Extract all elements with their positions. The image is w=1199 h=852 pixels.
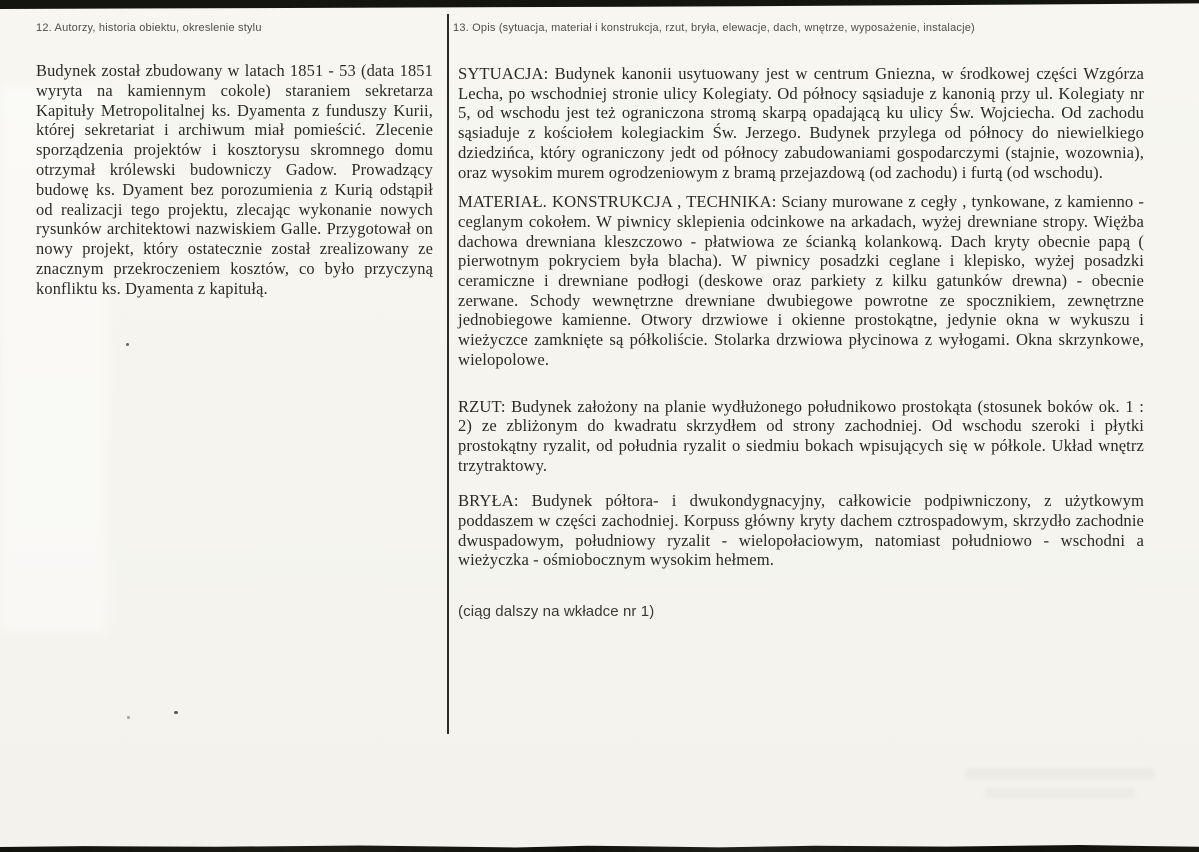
scan-edge-top [0,0,1199,9]
paragraph-sytuacja: SYTUACJA: Budynek kanonii usytuowany jest w centrum Gniezna, w środkowej części Wzgórza Lecha, po wschodniej stronie ulicy Kolegiaty. Od północy sąsiaduje z kanonią przy ul. Kolegiaty nr 5, od wschodu jest też ograniczona stromą skarpą opadającą ku ulicy Św. Wojciecha. Od zachodu sąsiaduje z kościołem kolegiackim Św. Jerzego. Budynek przylega od północy do niewielkiego dziedzińca, który ograniczony jedt od północy zabudowaniami gospodarczymi (stajnie, wozownia), oraz wysokim murem ogrodzeniowym z bramą przejazdową (od zachodu) i furtą (od wschodu). [458,64,1144,182]
continuation-note: (ciąg dalszy na wkładce nr 1) [458,603,655,621]
paragraph-material-konstrukcja: MATERIAŁ. KONSTRUKCJA , TECHNIKA: Sciany murowane z cegły , tynkowane, z kamienno - ceglanym cokołem. W piwnicy sklepienia odcinkowe na arkadach, wyżej drewniane stropy. Więżba dachowa drewniana kleszczowo - płatwiowa ze ścianką kolankową. Dach kryty obecnie papą ( pierwotnym pokryciem była blacha). W piwnicy posadzki ceglane i klepisko, wyżej posadzki ceramiczne i drewniane podłogi (deskowe oraz parkiety z kilku gatunków drewna) - obecnie zerwane. Schody wewnętrzne drewniane dwubiegowe powrotne ze spocznikiem, zewnętrzne jednobiegowe kamienne. Otwory drzwiowe i okienne prostokątne, jedynie okna w wykuszu i wieżyczce zamknięte są półkoliście. Stolarka drzwiowa płycinowa z wyłogami. Okna skrzynkowe, wielopolowe. [458,192,1144,369]
paragraph-rzut: RZUT: Budynek założony na planie wydłużonego południkowo prostokąta (stosunek boków ok. 1 : 2) ze zbliżonym do kwadratu skrzydłem od strony zachodniej. Od wschodu szeroki i płytki prostokątny ryzalit, od południa ryzalit o siedmiu bokach wpisujących się w półkole. Układ wnętrz trzytraktowy. [458,396,1144,475]
field-header-13-opis: 13. Opis (sytuacja, materiał i konstrukcja, rzut, bryła, elewacje, dach, wnętrze, wyposażenie, instalacje) [453,22,975,34]
history-column [36,61,433,299]
scan-ghosting [985,788,1135,798]
scan-speck [127,716,130,719]
history-paragraph: Budynek został zbudowany w latach 1851 - 53 (data 1851 wyryta na kamiennym cokole) staraniem sekretarza Kapituły Metropolitalnej ks. Dyamenta z funduszy Kurii, której sekretariat i archiwum miał pomieścić. Zlecenie sporządzenia projektów i kosztorysu skromnego domu otrzymał królewski budowniczy Gadow. Prowadzący budowę ks. Dyament bez porozumienia z Kurią odstąpił od realizacji tego projektu, zlecając wykonanie nowych rysunków architektowi nazwiskiem Galle. Przygotował on nowy projekt, który ostatecznie został zrealizowany ze znacznym przekroczeniem kosztów, co było przyczyną konfliktu ks. Dyamenta z kapitułą. [36,61,433,298]
scan-edge-bottom [0,843,1199,852]
scan-speck [126,343,129,346]
description-column [458,64,1144,622]
paragraph-bryla: BRYŁA: Budynek półtora- i dwukondygnacyjny, całkowicie podpiwniczony, z użytkowym poddaszem w części zachodniej. Korpuss główny kryty dachem cztrospadowym, skrzydło zachodnie dwuspadowym, południowy ryzalit - wielopołaciowym, natomiast południowo - wschodni a wieżyczka - ośmiobocznym wysokim hełmem. [458,491,1144,570]
scan-speck [174,711,178,714]
field-header-12-autorzy: 12. Autorzy, historia obiektu, okreslenie stylu [36,22,262,34]
column-divider-line [447,14,449,734]
scan-ghosting [965,768,1155,780]
